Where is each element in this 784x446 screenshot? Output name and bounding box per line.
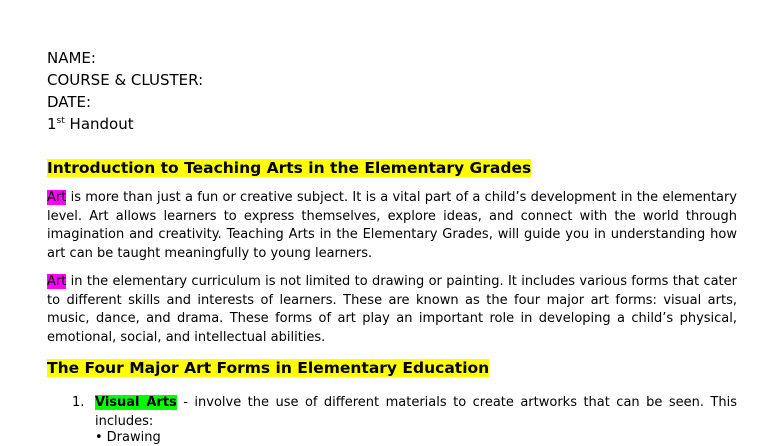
list-item-text: - involve the use of different materials to create artworks that can be seen. This includes:: [95, 395, 737, 429]
section-heading-four-art-forms-text: The Four Major Art Forms in Elementary Education: [47, 359, 490, 377]
list-item-body: [95, 393, 737, 431]
section-heading-introduction: [47, 158, 531, 178]
intro-paragraph-2: [47, 273, 737, 347]
highlighted-keyword-art: Art: [47, 190, 67, 205]
handout-ordinal-suffix: st: [56, 116, 65, 126]
list-item-number: 1.: [72, 395, 85, 410]
sub-list-item-drawing: [95, 430, 161, 446]
name-field-label: NAME:: [47, 49, 96, 67]
section-heading-four-art-forms: [47, 358, 489, 378]
list-item-visual-arts: [47, 393, 737, 431]
date-label: DATE:: [47, 93, 92, 111]
bullet-icon: •: [95, 430, 103, 445]
intro-paragraph-1: [47, 189, 737, 263]
intro-paragraph-2-text: in the elementary curriculum is not limited to drawing or painting. It includes various forms that cater to different skills and interests of learners. These are known as the four major art forms: visual arts, music, dance, and drama. These forms of art play an important role in developing a child’s physical, emotional, social, and intellectual abilities.: [47, 274, 737, 345]
highlighted-keyword-visual-arts: Visual Arts: [95, 395, 177, 410]
intro-paragraph-1-text: is more than just a fun or creative subject. It is a vital part of a child’s development in the elementary level. Art allows learners to express themselves, explore ideas, and connect with the world through imagination and creativity. Teaching Arts in the Elementary Grades, will guide you in understanding how art can be taught meaningfully to young learners.: [47, 190, 737, 261]
handout-number: 1: [47, 115, 57, 133]
course-cluster-label: COURSE & CLUSTER:: [47, 71, 204, 89]
highlighted-keyword-art: Art: [47, 274, 67, 289]
handout-label: [47, 115, 134, 133]
section-heading-introduction-text: Introduction to Teaching Arts in the Elementary Grades: [47, 159, 532, 177]
handout-word: Handout: [64, 115, 134, 133]
sub-list-item-text: Drawing: [106, 430, 161, 445]
